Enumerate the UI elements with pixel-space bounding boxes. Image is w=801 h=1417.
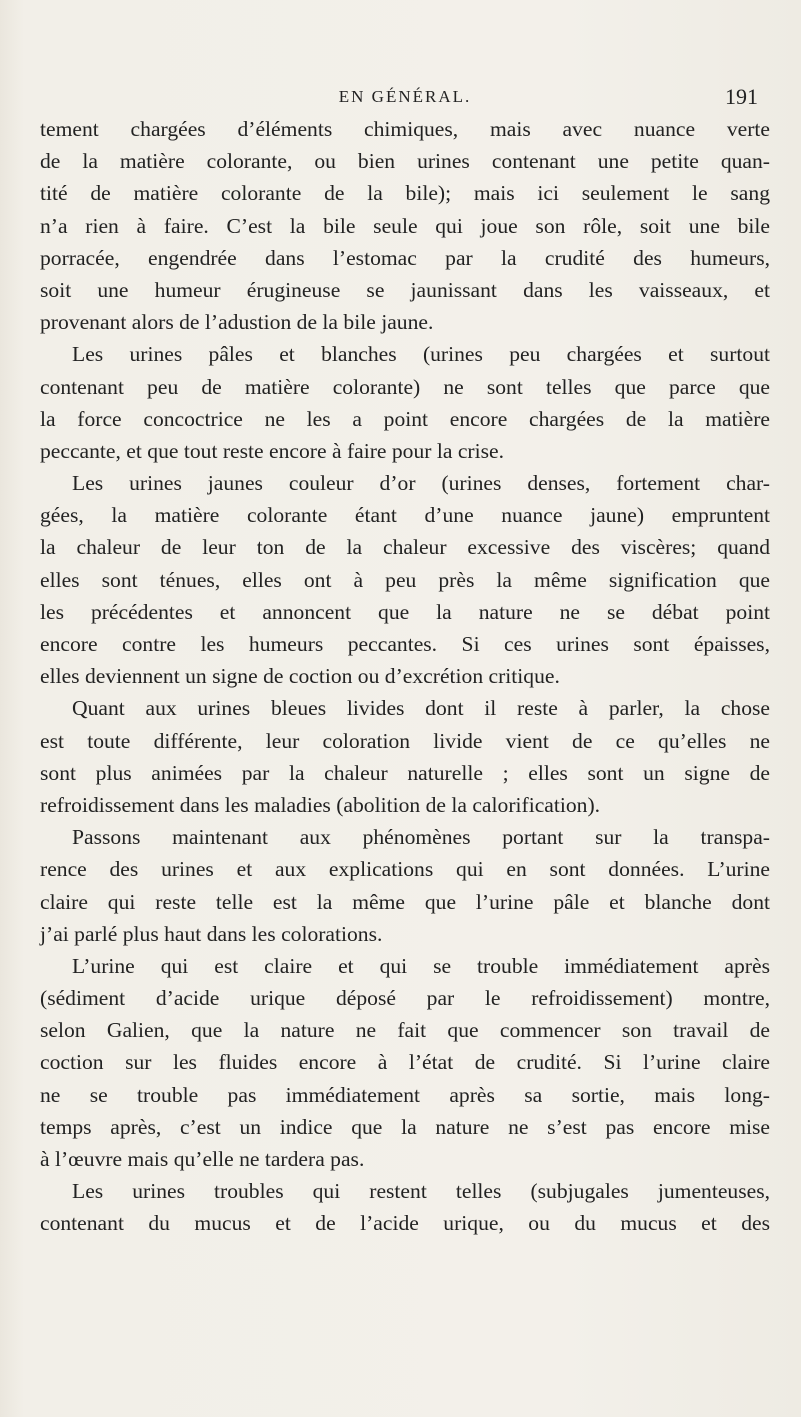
text-line: la force concoctrice ne les a point encore chargées de la matière bbox=[40, 406, 770, 431]
text-line: selon Galien, que la nature ne fait que commencer son travail de bbox=[40, 1018, 770, 1043]
text-line: j’ai parlé plus haut dans les colorations. bbox=[40, 921, 383, 946]
text-line: Les urines troubles qui restent telles (subjugales jumenteuses, bbox=[72, 1179, 770, 1204]
text-line: la chaleur de leur ton de la chaleur excessive des viscères; quand bbox=[40, 535, 770, 560]
text-line: Les urines jaunes couleur d’or (urines denses, fortement char- bbox=[72, 471, 770, 496]
text-line: elles deviennent un signe de coction ou d’excrétion critique. bbox=[40, 664, 560, 689]
text-line: ne se trouble pas immédiatement après sa sortie, mais long- bbox=[40, 1082, 770, 1107]
text-line: claire qui reste telle est la même que l’urine pâle et blanche dont bbox=[40, 889, 770, 914]
text-line: refroidissement dans les maladies (abolition de la calorification). bbox=[40, 792, 601, 817]
text-line: sont plus animées par la chaleur naturelle ; elles sont un signe de bbox=[40, 760, 770, 785]
text-line: est toute différente, leur coloration livide vient de ce qu’elles ne bbox=[40, 728, 770, 753]
text-line: Les urines pâles et blanches (urines peu chargées et surtout bbox=[72, 342, 770, 367]
body-text bbox=[40, 113, 770, 1240]
running-title: EN GÉNÉRAL. bbox=[338, 87, 472, 106]
page-header bbox=[40, 82, 770, 112]
text-line: contenant du mucus et de l’acide urique, ou du mucus et des bbox=[40, 1211, 770, 1236]
text-line: de la matière colorante, ou bien urines contenant une petite quan- bbox=[40, 149, 770, 174]
text-line: Passons maintenant aux phénomènes portant sur la transpa- bbox=[72, 825, 770, 850]
text-line: à l’œuvre mais qu’elle ne tardera pas. bbox=[40, 1147, 365, 1171]
text-line: les précédentes et annoncent que la nature ne se débat point bbox=[40, 599, 770, 624]
text-line: gées, la matière colorante étant d’une nuance jaune) empruntent bbox=[40, 503, 770, 528]
text-line: tement chargées d’éléments chimiques, mais avec nuance verte bbox=[40, 117, 770, 141]
text-line: encore contre les humeurs peccantes. Si ces urines sont épaisses, bbox=[40, 632, 770, 656]
text-line: tité de matière colorante de la bile); mais ici seulement le sang bbox=[40, 181, 770, 206]
text-line: provenant alors de l’adustion de la bile jaune. bbox=[40, 310, 434, 335]
text-line: L’urine qui est claire et qui se trouble immédiatement après bbox=[72, 953, 770, 978]
text-line: n’a rien à faire. C’est la bile seule qui joue son rôle, soit une bile bbox=[40, 213, 770, 238]
text-line: peccante, et que tout reste encore à faire pour la crise. bbox=[40, 438, 505, 463]
text-line: Quant aux urines bleues livides dont il reste à parler, la chose bbox=[72, 696, 770, 721]
page-number: 191 bbox=[725, 84, 758, 109]
text-line: coction sur les fluides encore à l’état de crudité. Si l’urine claire bbox=[40, 1050, 770, 1075]
text-line: porracée, engendrée dans l’estomac par la crudité des humeurs, bbox=[40, 245, 770, 270]
text-line: rence des urines et aux explications qui en sont données. L’urine bbox=[40, 857, 770, 882]
text-line: temps après, c’est un indice que la nature ne s’est pas encore mise bbox=[40, 1114, 770, 1139]
text-line: soit une humeur érugineuse se jaunissant dans les vaisseaux, et bbox=[40, 277, 770, 302]
text-line: elles sont ténues, elles ont à peu près la même signification que bbox=[40, 567, 770, 592]
text-line: contenant peu de matière colorante) ne sont telles que parce que bbox=[40, 374, 770, 399]
text-line: (sédiment d’acide urique déposé par le refroidissement) montre, bbox=[40, 986, 770, 1011]
